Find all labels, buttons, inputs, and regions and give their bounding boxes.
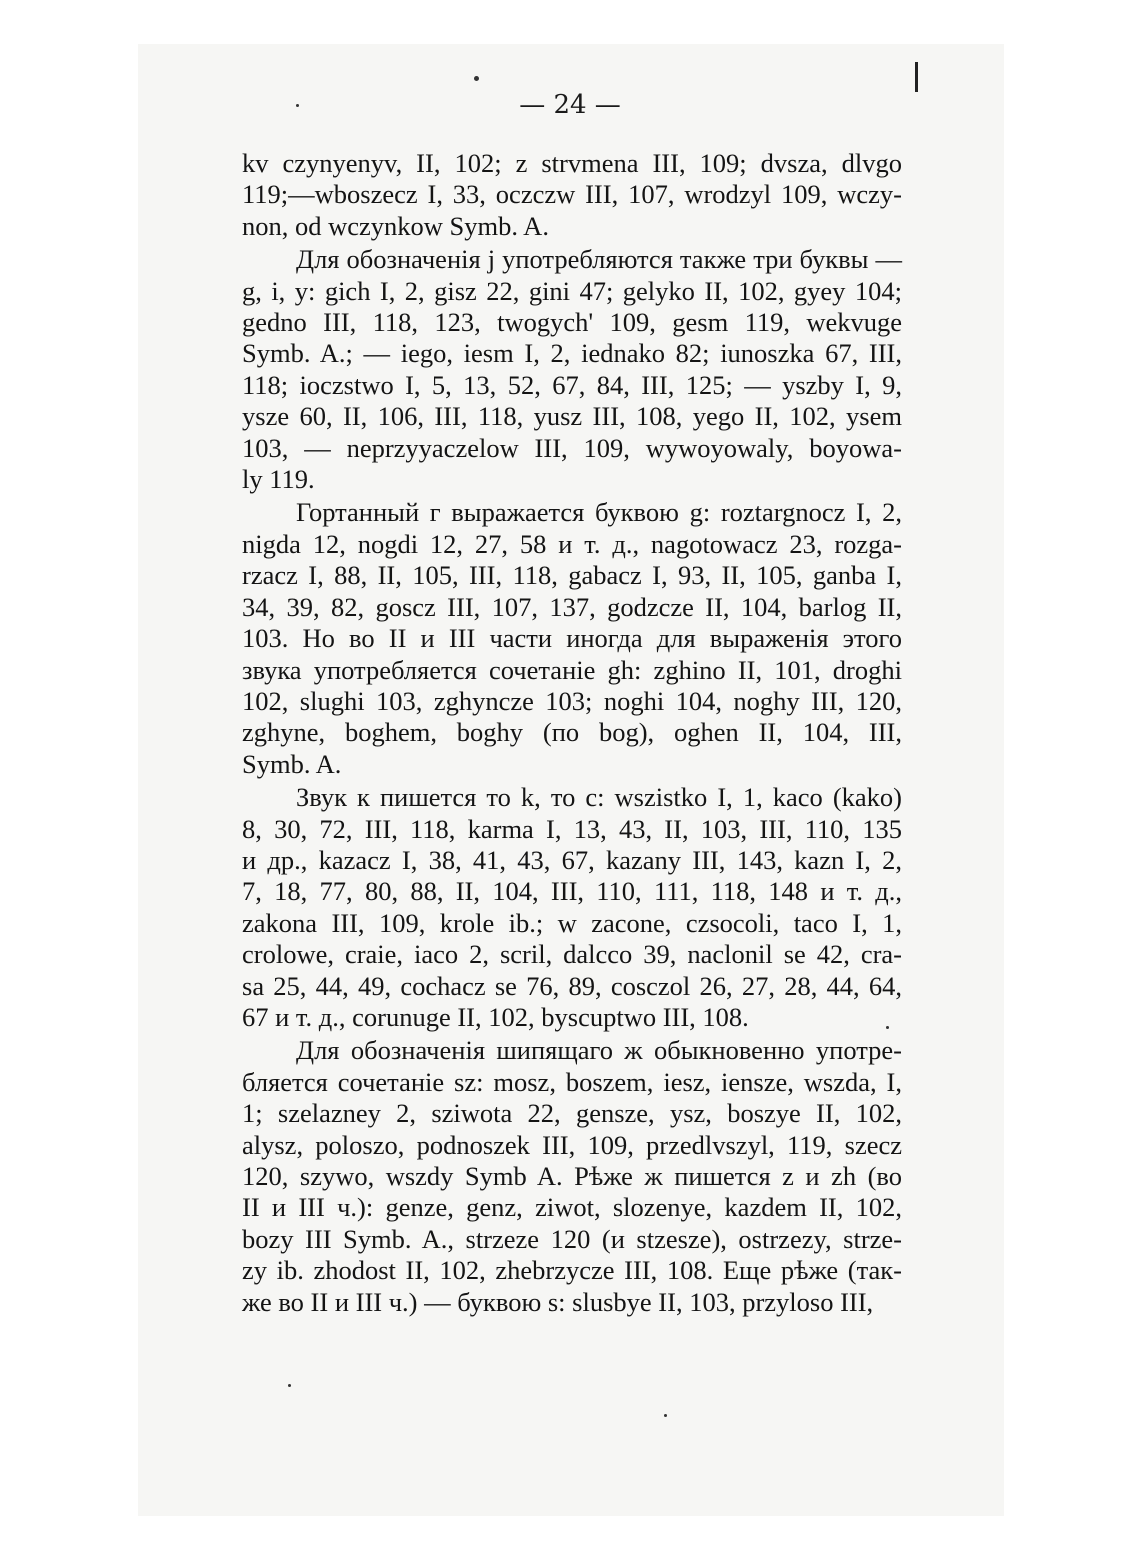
text-line: 1; szelazney 2, sziwota 22, gensze, ysz, boszye II, 102, [242, 1098, 902, 1129]
text-line: II и III ч.): genze, genz, ziwot, slozenye, kazdem II, 102, [242, 1192, 902, 1223]
text-line: crolowe, craie, iaco 2, scril, dalcco 39, naclonil se 42, cra- [242, 939, 902, 970]
text-line: zghyne, boghem, boghy (по bog), oghen II, 104, III, [242, 717, 902, 748]
text-line: 8, 30, 72, III, 118, karma I, 13, 43, II, 103, III, 110, 135 [242, 813, 902, 844]
text-line: 119;—wboszecz I, 33, oczсzw III, 107, wrodzyl 109, wczy- [242, 179, 902, 210]
text-line: non, od wczynkow Symb. A. [242, 210, 549, 241]
text-line: rzacz I, 88, II, 105, III, 118, gabacz I, 93, II, 105, ganba I, [242, 560, 902, 591]
text-line: ysze 60, II, 106, III, 118, yusz III, 108, yego II, 102, ysem [242, 401, 902, 432]
text-line: gedno III, 118, 123, twogych' 109, gesm 119, wekvuge [242, 307, 902, 338]
scan-speck [474, 76, 479, 81]
text-line: 103, — neprzyyaczelow III, 109, wywoyowaly, boyowa- [242, 432, 902, 463]
text-line: ly 119. [242, 464, 315, 495]
text-line: Гортанный г выражается буквою g: roztargnocz I, 2, [296, 497, 902, 528]
paragraph [242, 782, 902, 1033]
text-line: и др., kazacz I, 38, 41, 43, 67, kazany III, 143, kazn I, 2, [242, 844, 902, 875]
text-line: sa 25, 44, 49, cochacz se 76, 89, cosczol 26, 27, 28, 44, 64, [242, 970, 902, 1001]
paragraph [242, 148, 902, 242]
text-line: alysz, poloszo, podnoszek III, 109, przedlvszyl, 119, szecz [242, 1129, 902, 1160]
text-line: zy ib. zhodost II, 102, zhebrzycze III, 108. Еще рѣже (так- [242, 1255, 902, 1286]
page-number: — 24 — [519, 90, 621, 120]
text-line: 120, szywo, wszdy Symb A. Рѣже ж пишется z и zh (во [242, 1161, 902, 1191]
text-line: 7, 18, 77, 80, 88, II, 104, III, 110, 111, 118, 148 и т. д., [242, 876, 902, 907]
text-line: Для обозначенія j употребляются также три буквы — [296, 244, 902, 275]
paragraph [242, 497, 902, 780]
text-line: 34, 39, 82, goscz III, 107, 137, godzcze II, 104, barlog II, [242, 591, 902, 622]
paragraph [242, 244, 902, 495]
text-line: kv czynyenyv, II, 102; z strvmena III, 109; dvsza, dlvgo [242, 148, 902, 178]
scan-edge-mark [915, 62, 918, 92]
text-line: Symb. A.; — iego, iesm I, 2, iednako 82; iunoszka 67, III, [242, 338, 902, 369]
text-line: 118; ioczstwo I, 5, 13, 52, 67, 84, III, 125; — yszby I, 9, [242, 369, 902, 400]
scan-speck [288, 1384, 291, 1387]
text-line: zakona III, 109, krole ib.; w zacone, czsocoli, taco I, 1, [242, 907, 902, 938]
text-line: 102, slughi 103, zghyncze 103; noghi 104, noghy III, 120, [242, 685, 902, 716]
body-text [242, 148, 902, 1318]
scan-speck [664, 1414, 667, 1417]
text-line: бляется сочетаніе sz: mosz, boszem, iesz, iensze, wszda, I, [242, 1066, 902, 1097]
text-line: Symb. A. [242, 748, 342, 779]
text-line: же во II и III ч.) — буквою s: slusbye II, 103, przyloso III, [242, 1286, 874, 1317]
text-line: Для обозначенія шипящаго ж обыкновенно употре- [296, 1035, 902, 1066]
text-line: Звук к пишется то k, то c: wszistko I, 1, kaco (kako) [296, 782, 902, 813]
text-line: звука употребляется сочетаніе gh: zghino II, 101, droghi [242, 654, 902, 685]
paragraph [242, 1035, 902, 1318]
text-line: 67 и т. д., corunuge II, 102, byscuptwo III, 108. [242, 1001, 749, 1032]
text-line: 103. Но во II и III части иногда для выраженія этого [242, 623, 902, 654]
text-line: bozy III Symb. A., strzeze 120 (и stzesze), ostrzezy, strze- [242, 1223, 902, 1254]
text-line: g, i, y: gich I, 2, gisz 22, gini 47; gelyko II, 102, gyey 104; [242, 275, 902, 306]
text-line: nigda 12, nogdi 12, 27, 58 и т. д., nagotowacz 23, rozga- [242, 528, 902, 559]
